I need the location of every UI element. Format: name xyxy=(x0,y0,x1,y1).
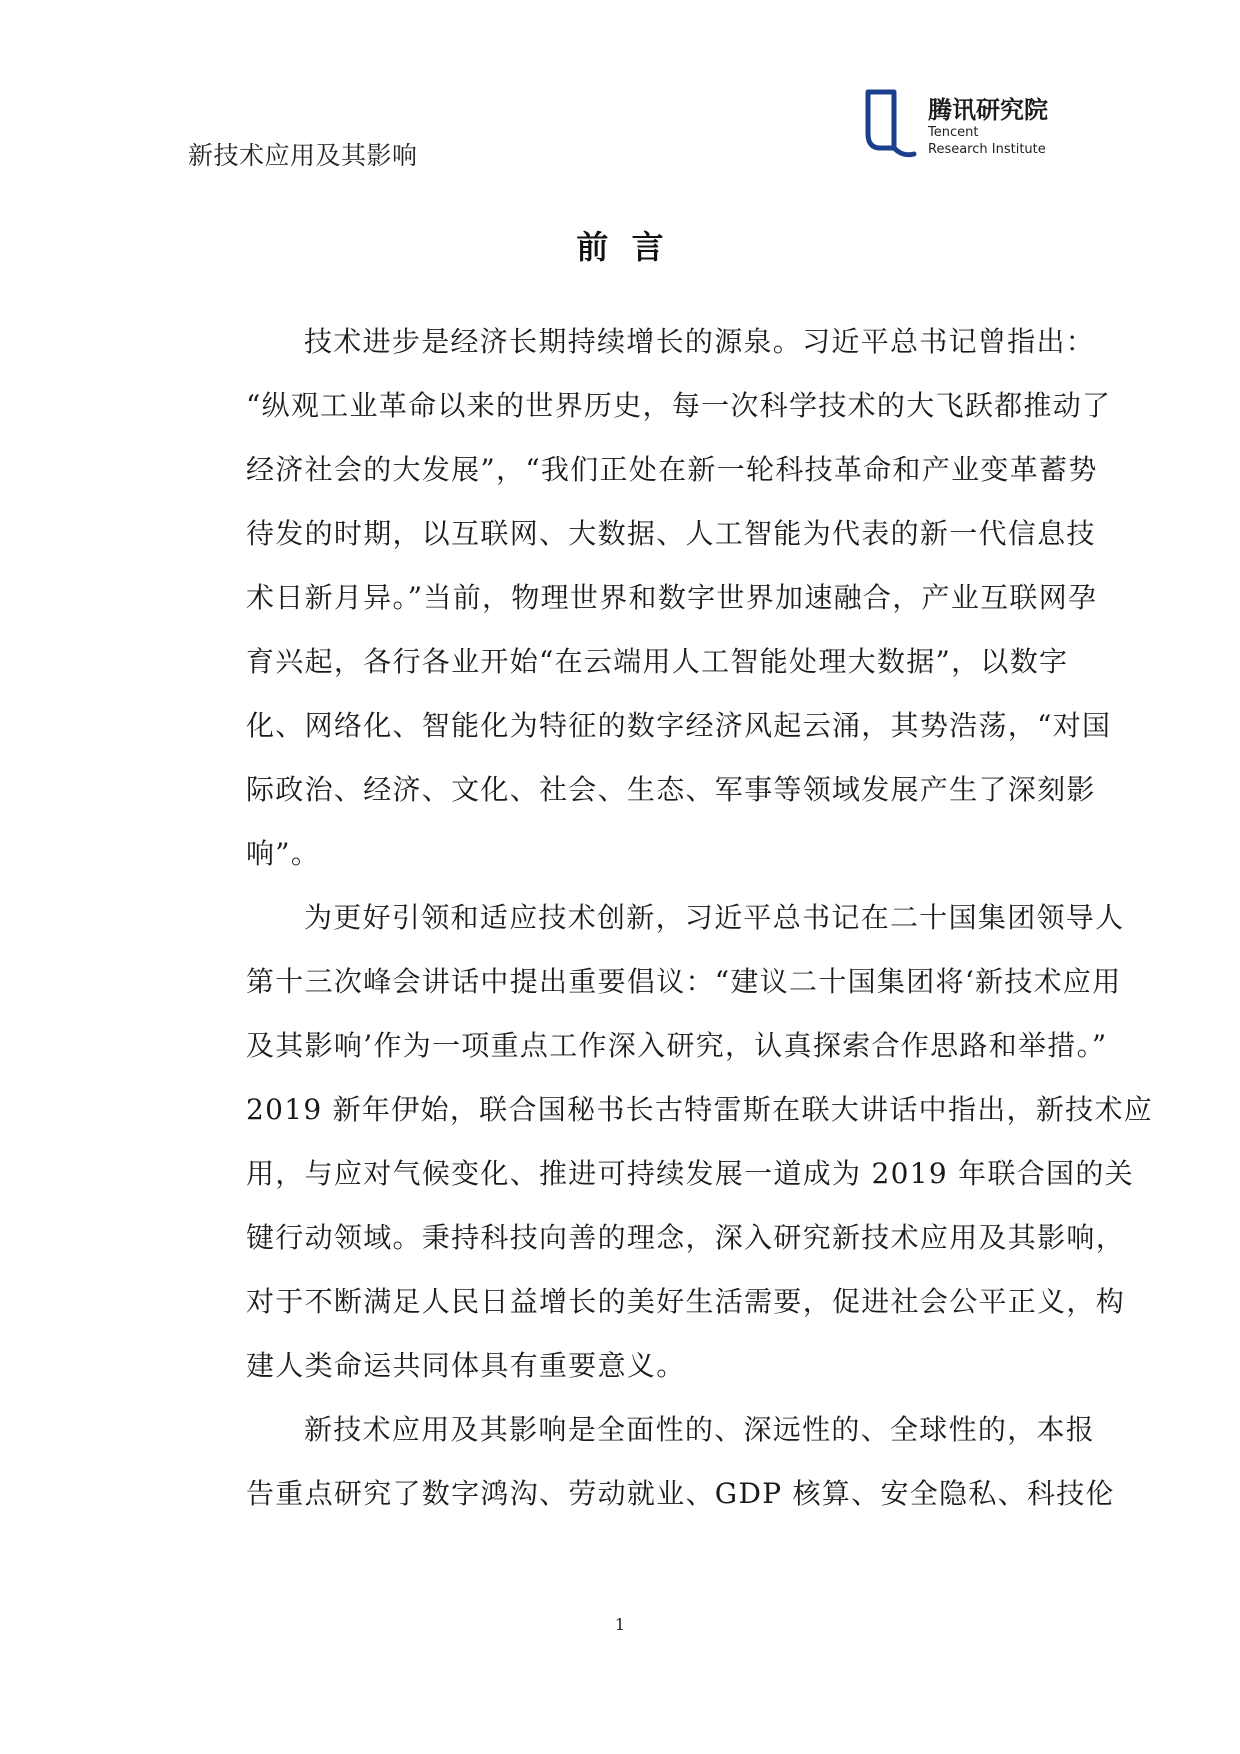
paragraph-1 xyxy=(188,310,1112,886)
page-number: 1 xyxy=(614,1615,626,1634)
paragraph-line: 2019 新年伊始，联合国秘书长古特雷斯在联大讲话中指出，新技术应 xyxy=(246,1093,1154,1126)
page-heading: 前 言 xyxy=(576,228,664,266)
paragraph-line: 待发的时期，以互联网、大数据、人工智能为代表的新一代信息技 xyxy=(246,517,1096,550)
paragraph-line: 告重点研究了数字鸿沟、劳动就业、GDP 核算、安全隐私、科技伦 xyxy=(246,1477,1115,1510)
paragraph-line: 第十三次峰会讲话中提出重要倡议：“建议二十国集团将‘新技术应用 xyxy=(246,965,1122,998)
paragraph-2 xyxy=(188,886,1154,1398)
paragraph-line: 新技术应用及其影响是全面性的、深远性的、全球性的，本报 xyxy=(304,1413,1096,1446)
paragraph-line: 建人类命运共同体具有重要意义。 xyxy=(246,1349,686,1382)
logo-name-chinese: 腾讯研究院 xyxy=(928,96,1048,124)
paragraph-line: 术日新月异。”当前，物理世界和数字世界加速融合，产业互联网孕 xyxy=(246,581,1098,614)
paragraph-line: 经济社会的大发展”，“我们正处在新一轮科技革命和产业变革蓄势 xyxy=(246,453,1098,486)
document-body xyxy=(188,310,1154,1526)
paragraph-line: 响”。 xyxy=(246,837,321,870)
logo-name-english-line2: Research Institute xyxy=(928,142,1046,157)
paragraph-line: 技术进步是经济长期持续增长的源泉。习近平总书记曾指出： xyxy=(304,325,1096,358)
paragraph-line: 及其影响’作为一项重点工作深入研究，认真探索合作思路和举措。” xyxy=(246,1029,1108,1062)
paragraph-line: 用，与应对气候变化、推进可持续发展一道成为 2019 年联合国的关 xyxy=(246,1157,1134,1190)
document-header-title: 新技术应用及其影响 xyxy=(188,141,418,170)
logo-name-english xyxy=(928,124,1046,158)
paragraph-line: 对于不断满足人民日益增长的美好生活需要，促进社会公平正义，构 xyxy=(246,1285,1126,1318)
paragraph-3 xyxy=(188,1398,1115,1526)
tencent-research-q-logo-icon xyxy=(858,88,924,160)
paragraph-line: 化、网络化、智能化为特征的数字经济风起云涌，其势浩荡，“对国 xyxy=(246,709,1112,742)
paragraph-line: 育兴起，各行各业开始“在云端用人工智能处理大数据”，以数字 xyxy=(246,645,1069,678)
tencent-research-institute-logo xyxy=(858,88,1078,160)
logo-name-english-line1: Tencent xyxy=(928,125,979,140)
paragraph-line: 键行动领域。秉持科技向善的理念，深入研究新技术应用及其影响， xyxy=(246,1221,1126,1254)
paragraph-line: 为更好引领和适应技术创新，习近平总书记在二十国集团领导人 xyxy=(304,901,1125,934)
paragraph-line: “纵观工业革命以来的世界历史，每一次科学技术的大飞跃都推动了 xyxy=(246,389,1112,422)
paragraph-line: 际政治、经济、文化、社会、生态、军事等领域发展产生了深刻影 xyxy=(246,773,1096,806)
